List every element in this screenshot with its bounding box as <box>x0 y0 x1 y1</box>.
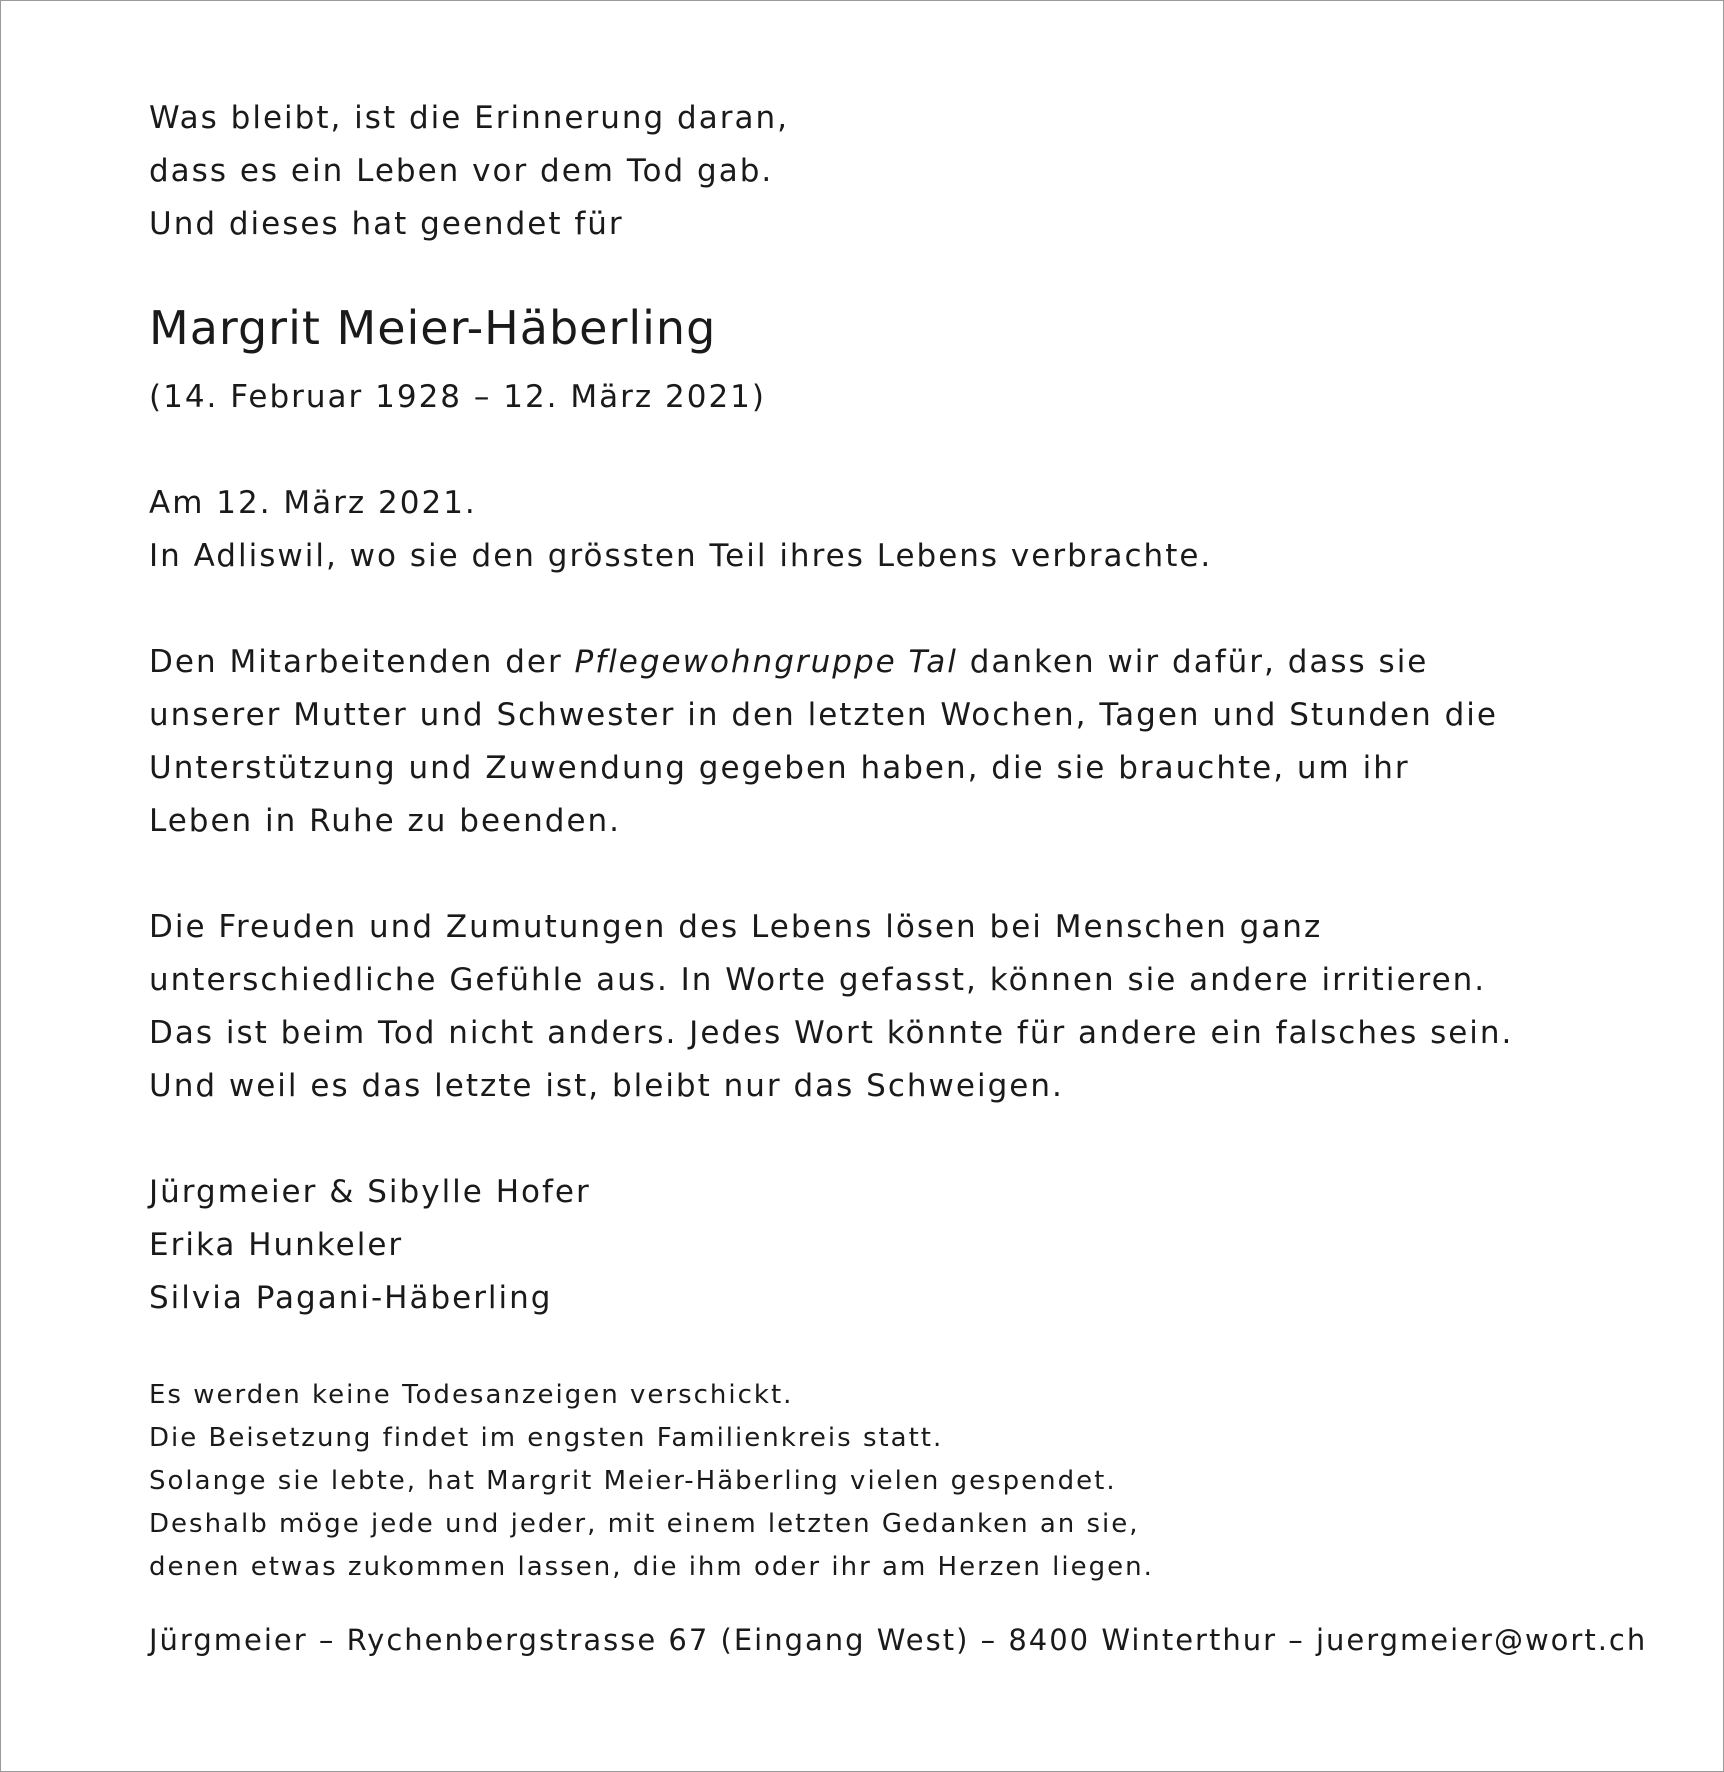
obituary-card <box>149 92 1669 1660</box>
reflection-paragraph <box>149 901 1669 1113</box>
deceased-name: Margrit Meier-Häberling <box>149 301 717 355</box>
reflection-line: Das ist beim Tod nicht anders. Jedes Wort könnte für andere ein falsches sein. <box>149 1015 1514 1051</box>
thanks-line <box>149 636 1669 689</box>
notice-line: Deshalb möge jede und jeder, mit einem letzten Gedanken an sie, <box>149 1509 1140 1539</box>
funeral-notice <box>149 1374 1669 1589</box>
mourners-list <box>149 1166 1669 1325</box>
reflection-line: unterschiedliche Gefühle aus. In Worte gefasst, können sie andere irritieren. <box>149 962 1487 998</box>
reflection-line: Und weil es das letzte ist, bleibt nur das Schweigen. <box>149 1068 1064 1104</box>
thanks-line: Unterstützung und Zuwendung gegeben haben, die sie brauchte, um ihr <box>149 750 1410 786</box>
thanks-line: Leben in Ruhe zu beenden. <box>149 803 622 839</box>
opening-verse <box>149 92 1669 251</box>
death-info <box>149 477 1669 583</box>
verse-line: Was bleibt, ist die Erinnerung daran, <box>149 100 789 136</box>
thanks-paragraph <box>149 636 1669 848</box>
notice-line: Es werden keine Todesanzeigen verschickt. <box>149 1380 794 1410</box>
thanks-text: danken wir dafür, dass sie <box>957 644 1429 680</box>
death-date: Am 12. März 2021. <box>149 485 477 521</box>
thanks-text: Den Mitarbeitenden der <box>149 644 575 680</box>
care-group-name: Pflegewohngruppe Tal <box>574 644 958 680</box>
death-place: In Adliswil, wo sie den grössten Teil ihres Lebens verbrachte. <box>149 538 1213 574</box>
thanks-line: unserer Mutter und Schwester in den letzten Wochen, Tagen und Stunden die <box>149 697 1498 733</box>
notice-line: Solange sie lebte, hat Margrit Meier-Häberling vielen gespendet. <box>149 1466 1117 1496</box>
reflection-line: Die Freuden und Zumutungen des Lebens lösen bei Menschen ganz <box>149 909 1323 945</box>
verse-line: dass es ein Leben vor dem Tod gab. <box>149 153 774 189</box>
notice-line: Die Beisetzung findet im engsten Familienkreis statt. <box>149 1423 944 1453</box>
contact-footer: Jürgmeier – Rychenbergstrasse 67 (Eingang West) – 8400 Winterthur – juergmeier@wort.ch <box>149 1623 1648 1657</box>
life-dates: (14. Februar 1928 – 12. März 2021) <box>149 379 766 415</box>
mourner: Silvia Pagani-Häberling <box>149 1280 553 1316</box>
mourner: Erika Hunkeler <box>149 1227 404 1263</box>
notice-line: denen etwas zukommen lassen, die ihm oder ihr am Herzen liegen. <box>149 1552 1154 1582</box>
mourner: Jürgmeier & Sibylle Hofer <box>149 1174 591 1210</box>
verse-line: Und dieses hat geendet für <box>149 206 624 242</box>
